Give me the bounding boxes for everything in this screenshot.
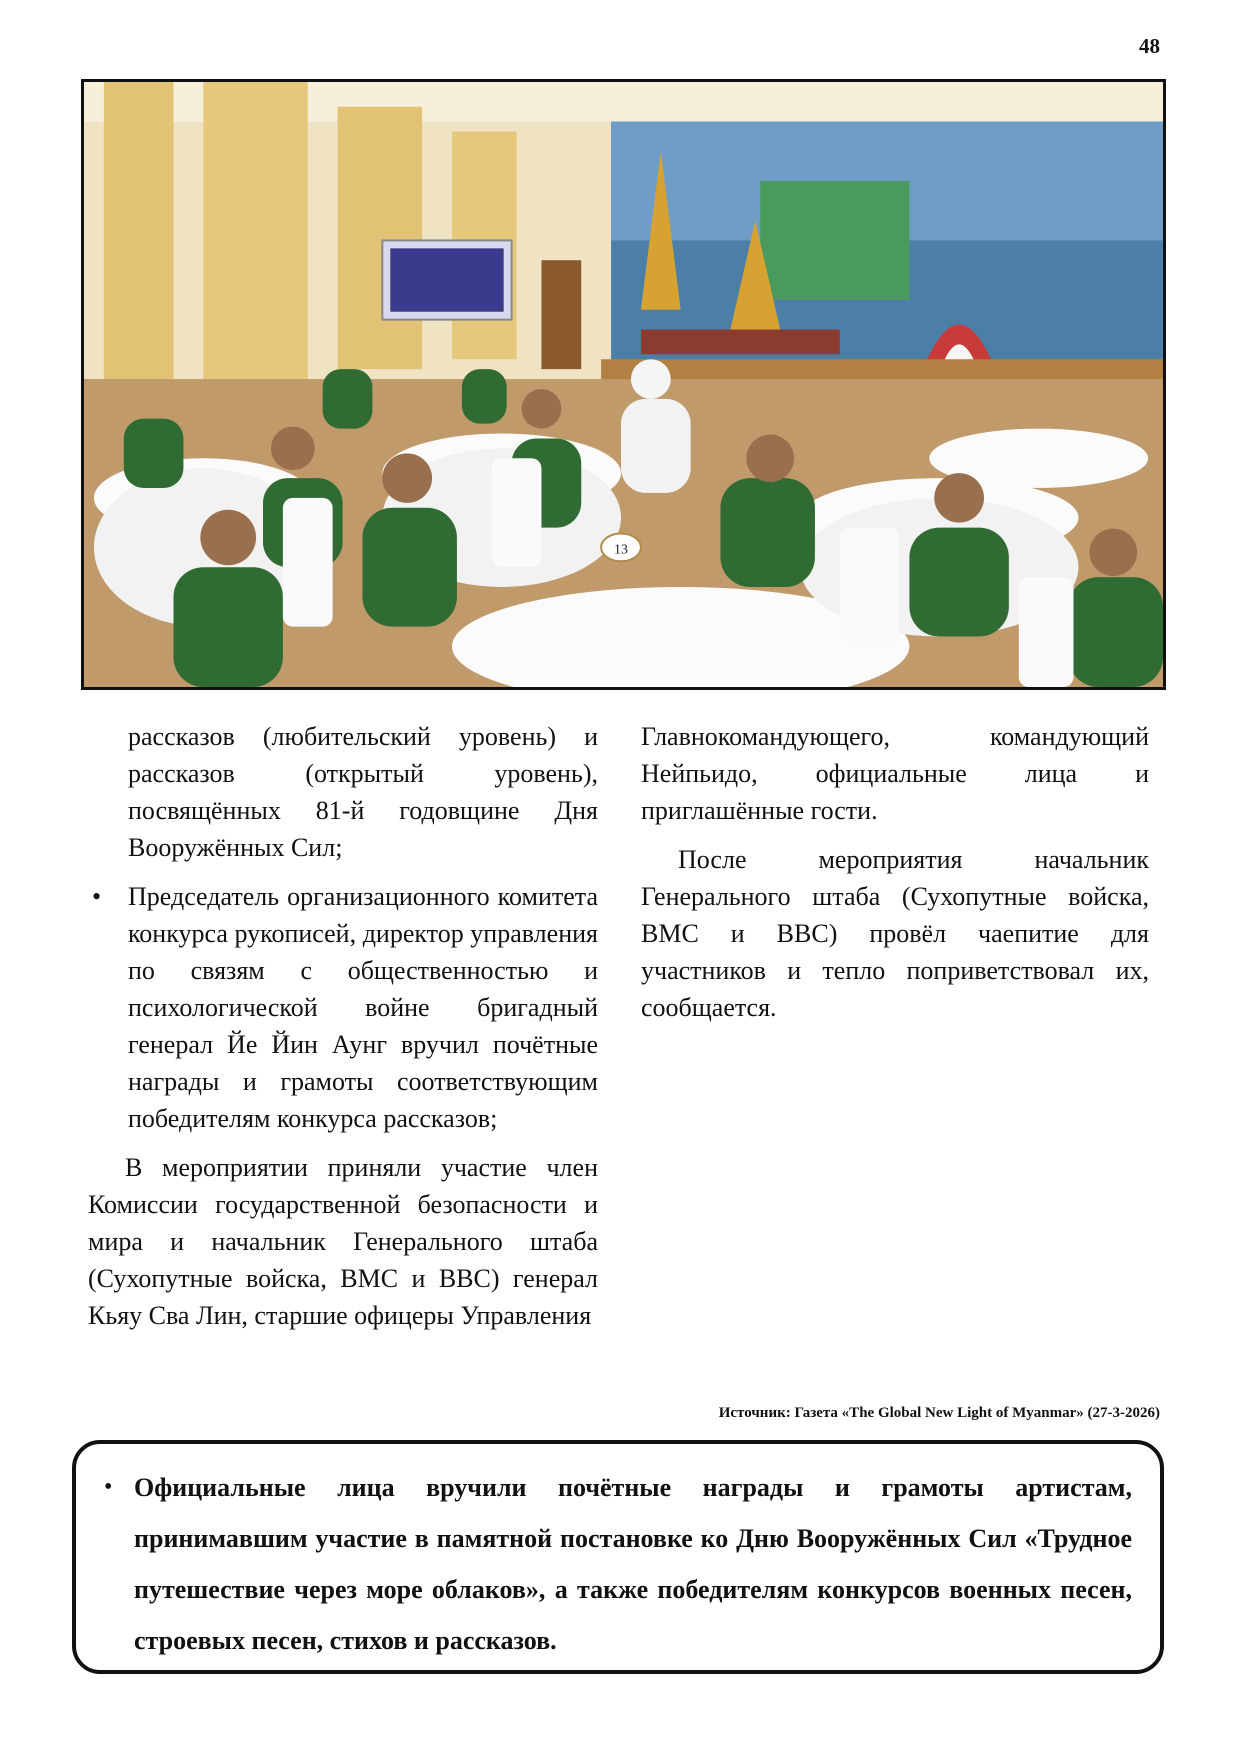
body-paragraph: В мероприятии приняли участие член Комиссии государственной безопасности и мира и начальник Генерального штаба (Сухопутные войска, ВМС и ВВС) генерал Кьяу Сва Лин, старшие офицеры Управления: [88, 1153, 598, 1330]
summary-text: Официальные лица вручили почётные награды и грамоты артистам, принимавшим участие в памятной постановке ко Дню Вооружённых Сил «Трудное путешествие через море облаков», а также победителям конкурсов военных песен, строевых песен, стихов и рассказов.: [134, 1473, 1132, 1655]
body-paragraph: После мероприятия начальник Генерального штаба (Сухопутные войска, ВМС и ВВС) провёл чаепитие для участников и тепло поприветствовал их, сообщается.: [641, 845, 1149, 1022]
list-item-continuation: рассказов (любительский уровень) и рассказов (открытый уровень), посвящённых 81-й годовщине Дня Вооружённых Сил;: [128, 722, 598, 862]
list-item: [88, 878, 598, 1137]
bullet-icon: •: [92, 882, 102, 911]
right-text-column: [641, 718, 1149, 1038]
left-text-column: [88, 718, 598, 1346]
event-photo: [81, 79, 1166, 690]
page-number: 48: [1139, 34, 1160, 58]
table-number-card: 13: [614, 542, 628, 558]
source-credit: Источник: Газета «The Global New Light of Myanmar» (27-3-2026): [718, 1405, 1160, 1421]
bullet-icon: •: [104, 1474, 113, 1500]
banquet-hall-photo: [84, 82, 1163, 687]
summary-box: [72, 1440, 1164, 1674]
paragraph-continuation: Главнокомандующего, командующий Нейпьидо, официальные лица и приглашённые гости.: [641, 722, 1149, 825]
summary-item: [104, 1462, 1132, 1666]
list-item-text: Председатель организационного комитета конкурса рукописей, директор управления по связям с общественностью и психологической войне бригадный генерал Йе Йин Аунг вручил почётные награды и грамоты соответствующим победителям конкурса рассказов;: [128, 882, 598, 1133]
